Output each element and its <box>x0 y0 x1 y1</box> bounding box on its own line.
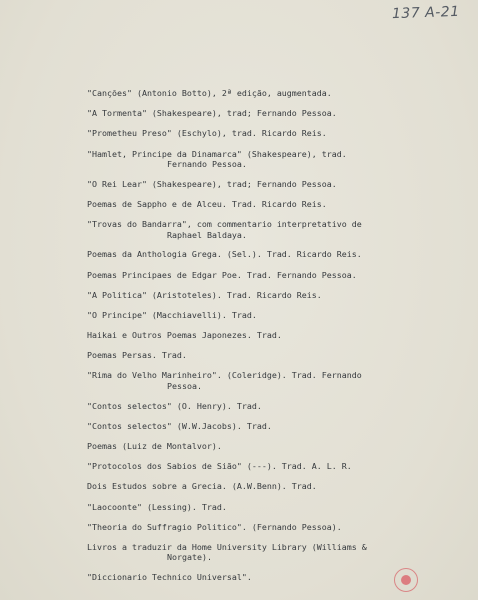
list-item <box>87 350 447 370</box>
entry-text: "Theoria do Suffragio Politico". (Fernando Pessoa). <box>87 521 342 532</box>
entry-text: Dois Estudos sobre a Grecia. (A.W.Benn). Trad. <box>87 481 317 492</box>
list-item <box>87 149 447 179</box>
entry-continuation: Raphael Baldaya. <box>167 229 247 240</box>
list-item <box>87 502 447 522</box>
entry-text: Poemas (Luiz de Montalvor). <box>87 441 222 451</box>
entry-text: "Diccionario Technico Universal". <box>87 572 252 583</box>
library-stamp-icon <box>394 568 418 592</box>
list-item <box>87 249 447 269</box>
list-item <box>87 572 447 592</box>
handwritten-shelfmark: 137 A-21 <box>391 3 460 23</box>
entry-text: "Contos selectos" (W.W.Jacobs). Trad. <box>87 420 272 431</box>
list-item <box>87 401 447 421</box>
entry-text: "Protocolos dos Sabios de Sião" (---). Trad. A. L. R. <box>87 461 352 472</box>
entry-text: "Laocoonte" (Lessing). Trad. <box>87 501 227 512</box>
entry-text: "Canções" (Antonio Botto), 2ª edição, augmentada. <box>87 88 332 98</box>
list-item <box>87 88 447 108</box>
entry-continuation: Fernando Pessoa. <box>167 159 247 170</box>
list-item <box>87 108 447 128</box>
entry-text: "A Tormenta" (Shakespeare), trad; Fernando Pessoa. <box>87 108 337 119</box>
entry-text: "Contos selectos" (O. Henry). Trad. <box>87 400 262 411</box>
list-item <box>87 370 447 400</box>
entry-text: "Prometheu Preso" (Eschylo), trad. Ricardo Reis. <box>87 128 327 139</box>
entry-continuation: Norgate). <box>167 552 212 563</box>
list-item <box>87 128 447 148</box>
list-item <box>87 270 447 290</box>
entry-continuation: Pessoa. <box>167 380 202 391</box>
entry-text: Haikai e Outros Poemas Japonezes. Trad. <box>87 330 282 341</box>
entry-text: "O Rei Lear" (Shakespeare), trad; Fernando Pessoa. <box>87 178 337 189</box>
entry-text: Poemas de Sappho e de Alceu. Trad. Ricardo Reis. <box>87 198 327 209</box>
list-item <box>87 542 447 572</box>
list-item <box>87 421 447 441</box>
list-item <box>87 179 447 199</box>
list-item <box>87 461 447 481</box>
entry-text: "Trovas do Bandarra", com commentario interpretativo de <box>87 219 362 230</box>
entry-text: "Rima do Velho Marinheiro". (Coleridge). Trad. Fernando <box>87 370 362 381</box>
list-item <box>87 199 447 219</box>
entry-text: "A Politica" (Aristoteles). Trad. Ricardo Reis. <box>87 289 322 300</box>
entry-text: Livros a traduzir da Home University Library (Williams & <box>87 541 367 552</box>
entry-text: "O Principe" (Macchiavelli). Trad. <box>87 309 257 320</box>
list-item <box>87 219 447 249</box>
entry-text: Poemas da Anthologia Grega. (Sel.). Trad. Ricardo Reis. <box>87 249 362 260</box>
entry-text: Poemas Persas. Trad. <box>87 350 187 361</box>
book-list <box>87 88 447 592</box>
list-item <box>87 330 447 350</box>
entry-text: Poemas Principaes de Edgar Poe. Trad. Fernando Pessoa. <box>87 269 357 280</box>
entry-text: "Hamlet, Principe da Dinamarca" (Shakespeare), trad. <box>87 148 347 159</box>
list-item <box>87 310 447 330</box>
list-item <box>87 522 447 542</box>
list-item <box>87 481 447 501</box>
list-item <box>87 290 447 310</box>
list-item <box>87 441 447 461</box>
